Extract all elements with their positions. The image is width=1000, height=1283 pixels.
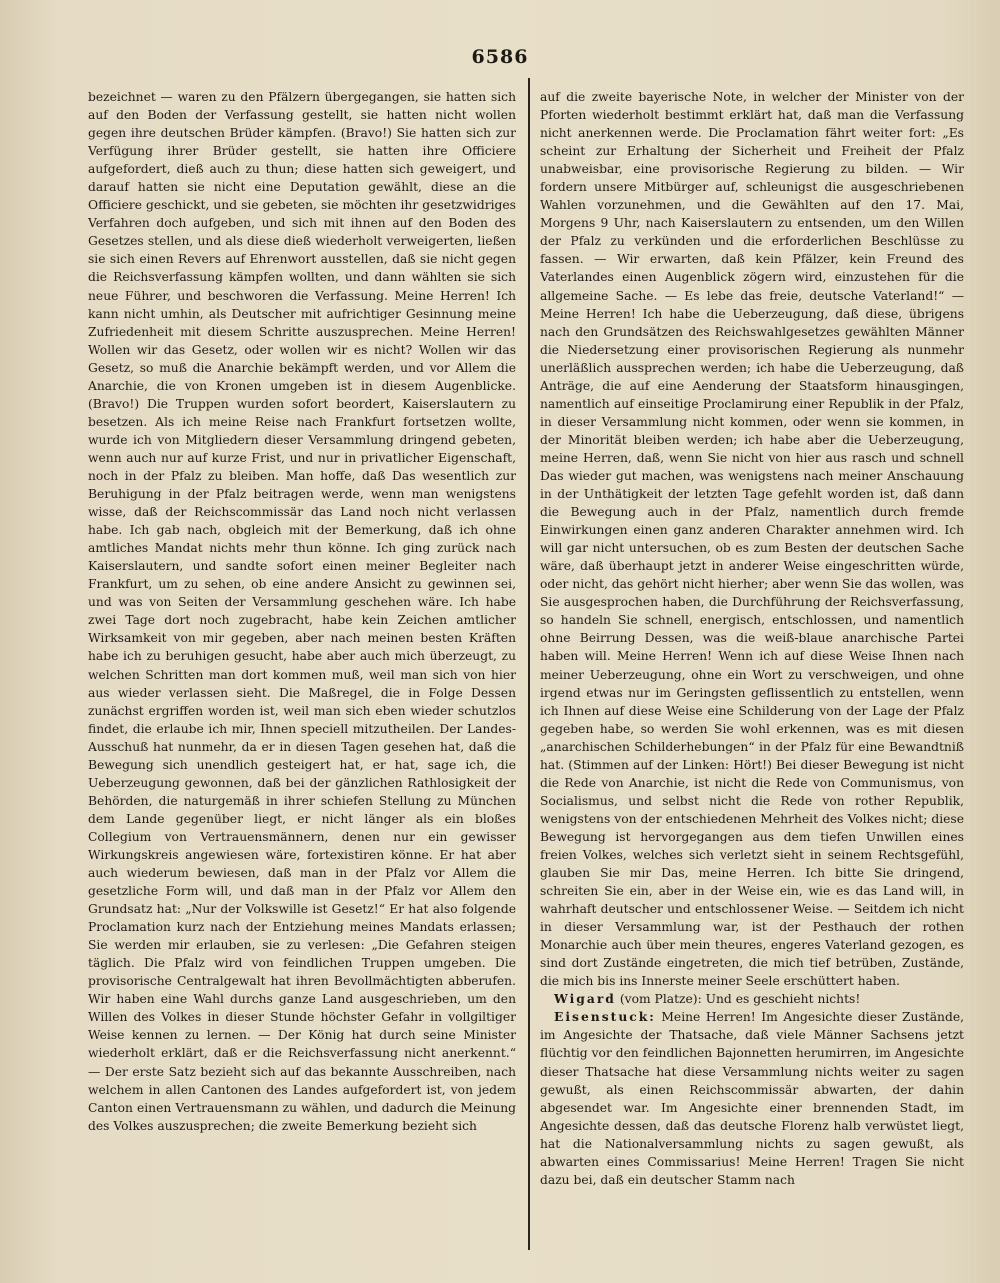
left-column	[88, 88, 516, 1248]
column-divider	[528, 78, 530, 1250]
page-number: 6586	[471, 46, 529, 68]
speech-text-wigard: (vom Platze): Und es geschieht nichts!	[615, 992, 861, 1007]
left-paragraph: bezeichnet — waren zu den Pfälzern übergegangen, sie hatten sich auf den Boden der Verfassung gestellt, sie hatten nicht wollen gegen ihre deutschen Brüder kämpfen. (Bravo!) Sie hatten sich zur Verfügung ihrer Brüder gestellt, sie hatten ihre Officiere aufgefordert, dieß auch zu thun; diese hatten sich geweigert, und darauf hatten sie nicht eine Deputation gewählt, diese an die Officiere geschickt, und sie gebeten, sie möchten ihr gesetzwidriges Verfahren doch aufgeben, und sich mit ihnen auf den Boden des Gesetzes stellen, und als diese dieß wiederholt verweigerten, ließen sie sich einen Revers auf Ehrenwort ausstellen, daß sie nicht gegen die Reichsverfassung kämpfen wollten, und dann wählten sie sich neue Führer, und beschworen die Verfassung. Meine Herren! Ich kann nicht umhin, als Deutscher mit aufrichtiger Gesinnung meine Zufriedenheit mit diesem Schritte auszusprechen. Meine Herren! Wollen wir das Gesetz, oder wollen wir es nicht? Wollen wir das Gesetz, so muß die Anarchie bekämpft werden, und vor Allem die Anarchie, die von Kronen umgeben ist in diesem Augenblicke. (Bravo!) Die Truppen wurden sofort beordert, Kaiserslautern zu besetzen. Als ich meine Reise nach Frankfurt fortsetzen wollte, wurde ich von Mitgliedern dieser Versammlung dringend gebeten, wenn auch nur auf kurze Frist, und nur in privatlicher Eigenschaft, noch in der Pfalz zu bleiben. Man hoffe, daß Das wesentlich zur Beruhigung in der Pfalz beitragen werde, wenn man wenigstens wisse, daß der Reichscommissär das Land noch nicht verlassen habe. Ich gab nach, obgleich mit der Bemerkung, daß ich ohne amtliches Mandat nichts mehr thun könne. Ich ging zurück nach Kaiserslautern, und sandte sofort einen meiner Begleiter nach Frankfurt, um zu sehen, ob eine andere Ansicht zu gewinnen sei, und was von Seiten der Versammlung geschehen wäre. Ich habe zwei Tage dort noch zugebracht, habe kein Zeichen amtlicher Wirksamkeit von mir gegeben, aber nach meinen besten Kräften habe ich zu beruhigen gesucht, habe aber auch mich überzeugt, zu welchen Schritten man dort kommen muß, weil man sich von hier aus wieder verlassen sieht. Die Maßregel, die in Folge Dessen zunächst ergriffen worden ist, weil man sich eben wieder schutzlos findet, die erlaube ich mir, Ihnen speciell mitzutheilen. Der Landes-Ausschuß hat nunmehr, da er in diesen Tagen gesehen hat, daß die Bewegung sich unendlich gesteigert hat, er hat, sage ich, die Ueberzeugung gewonnen, daß bei der gänzlichen Rathlosigkeit der Behörden, die naturgemäß in ihrer schiefen Stellung zu München dem Lande gegenüber liegt, er nicht länger als ein bloßes Collegium von Vertrauensmännern, denen nur ein gewisser Wirkungskreis angewiesen wäre, fortexistiren könne. Er hat aber auch wiederum bewiesen, daß man in der Pfalz vor Allem die gesetzliche Form will, und daß man in der Pfalz vor Allem den Grundsatz hat: „Nur der Volkswille ist Gesetz!“ Er hat also folgende Proclamation kurz nach der Entziehung meines Mandats erlassen; Sie werden mir erlauben, sie zu verlesen: „Die Gefahren steigen täglich. Die Pfalz wird von feindlichen Truppen umgeben. Die provisorische Centralgewalt hat ihren Bevollmächtigten abberufen. Wir haben eine Wahl durchs ganze Land ausgeschrieben, um den Willen des Volkes in dieser Stunde höchster Gefahr in vollgiltiger Weise kennen zu lernen. — Der König hat durch seine Minister wiederholt erklärt, daß er die Reichsverfassung nicht anerkennt.“ — Der erste Satz bezieht sich auf das bekannte Ausschreiben, nach welchem in allen Cantonen des Landes aufgefordert ist, von jedem Canton einen Vertrauensmann zu wählen, und dadurch die Meinung des Volkes auszusprechen; die zweite Bemerkung bezieht sich	[88, 90, 516, 1133]
speech-text-eisenstuck: Meine Herren! Im Angesichte dieser Zustände, im Angesichte der Thatsache, daß viele Männer Sachsens jetzt flüchtig vor den feindlichen Bajonnetten herumirren, im Angesichte dieser Thatsache hat diese Versammlung nichts weiter zu sagen gewußt, als einen Reichscommissär abwarten, der dahin abgesendet war. Im Angesichte einer brennenden Stadt, im Angesichte dessen, daß das deutsche Florenz halb verwüstet liegt, hat die Nationalversammlung nichts zu sagen gewußt, als abwarten eines Commissarius! Meine Herren! Tragen Sie nicht dazu bei, daß ein deutscher Stamm nach	[540, 1010, 964, 1187]
speech-wigard	[540, 990, 964, 1008]
speaker-name-wigard: Wigard	[554, 991, 616, 1007]
speaker-name-eisenstuck: Eisenstuck:	[554, 1009, 656, 1025]
speech-eisenstuck	[540, 1008, 964, 1188]
right-column	[540, 88, 964, 1248]
right-paragraph: auf die zweite bayerische Note, in welcher der Minister von der Pforten wiederholt bestimmt erklärt hat, daß man die Verfassung nicht anerkennen werde. Die Proclamation fährt weiter fort: „Es scheint zur Erhaltung der Sicherheit und Freiheit der Pfalz unabweisbar, eine provisorische Regierung zu bilden. — Wir fordern unsere Mitbürger auf, schleunigst die ausgeschriebenen Wahlen vorzunehmen, und die Gewählten auf den 17. Mai, Morgens 9 Uhr, nach Kaiserslautern zu entsenden, um den Willen der Pfalz zu verkünden und die erforderlichen Beschlüsse zu fassen. — Wir erwarten, daß kein Pfälzer, kein Freund des Vaterlandes einen Augenblick zögern wird, einzustehen für die allgemeine Sache. — Es lebe das freie, deutsche Vaterland!“ — Meine Herren! Ich habe die Ueberzeugung, daß diese, übrigens nach den Grundsätzen des Reichswahlgesetzes gewählten Männer die Niedersetzung einer provisorischen Regierung als nunmehr unerläßlich aussprechen werden; ich habe die Ueberzeugung, daß Anträge, die auf eine Aenderung der Staatsform hinausgingen, namentlich auf einseitige Proclamirung einer Republik in der Pfalz, in dieser Versammlung nicht kommen, oder wenn sie kommen, in der Minorität bleiben werden; ich habe aber die Ueberzeugung, meine Herren, daß, wenn Sie nicht von hier aus rasch und schnell Das wieder gut machen, was wenigstens nach meiner Anschauung in der Unthätigkeit der letzten Tage gefehlt worden ist, daß dann die Bewegung auch in der Pfalz, namentlich durch fremde Einwirkungen einen ganz anderen Charakter annehmen wird. Ich will gar nicht untersuchen, ob es zum Besten der deutschen Sache wäre, daß überhaupt jetzt in anderer Weise eingeschritten würde, oder nicht, das gehört nicht hierher; aber wenn Sie das wollen, was Sie ausgesprochen haben, die Durchführung der Reichsverfassung, so handeln Sie schnell, energisch, entschlossen, und namentlich ohne Beirrung Dessen, was die weiß-blaue anarchische Partei haben will. Meine Herren! Wenn ich auf diese Weise Ihnen nach meiner Ueberzeugung, ohne ein Wort zu verschweigen, und ohne irgend etwas nur im Geringsten geflissentlich zu entstellen, wenn ich Ihnen auf diese Weise eine Schilderung von der Lage der Pfalz gegeben habe, so werden Sie wohl erkennen, was es mit diesen „anarchischen Schilderhebungen“ in der Pfalz für eine Bewandtniß hat. (Stimmen auf der Linken: Hört!) Bei dieser Bewegung ist nicht die Rede von Anarchie, ist nicht die Rede von Communismus, von Socialismus, und selbst nicht die Rede von rother Republik, wenigstens von der entschiedenen Mehrheit des Volkes nicht; diese Bewegung ist hervorgegangen aus dem tiefen Unwillen eines freien Volkes, welches sich verletzt sieht in seinem Rechtsgefühl, glauben Sie mir Das, meine Herren. Ich bitte Sie dringend, schreiten Sie ein, aber in der Weise ein, wie es das Land will, in wahrhaft deutscher und entschlossener Weise. — Seitdem ich nicht in dieser Versammlung war, ist der Pesthauch der rothen Monarchie auch über mein theures, engeres Vaterland gezogen, es sind dort Zustände eingetreten, die mich tief betrüben, Zustände, die mich bis ins Innerste meiner Seele erschüttert haben.	[540, 90, 964, 989]
